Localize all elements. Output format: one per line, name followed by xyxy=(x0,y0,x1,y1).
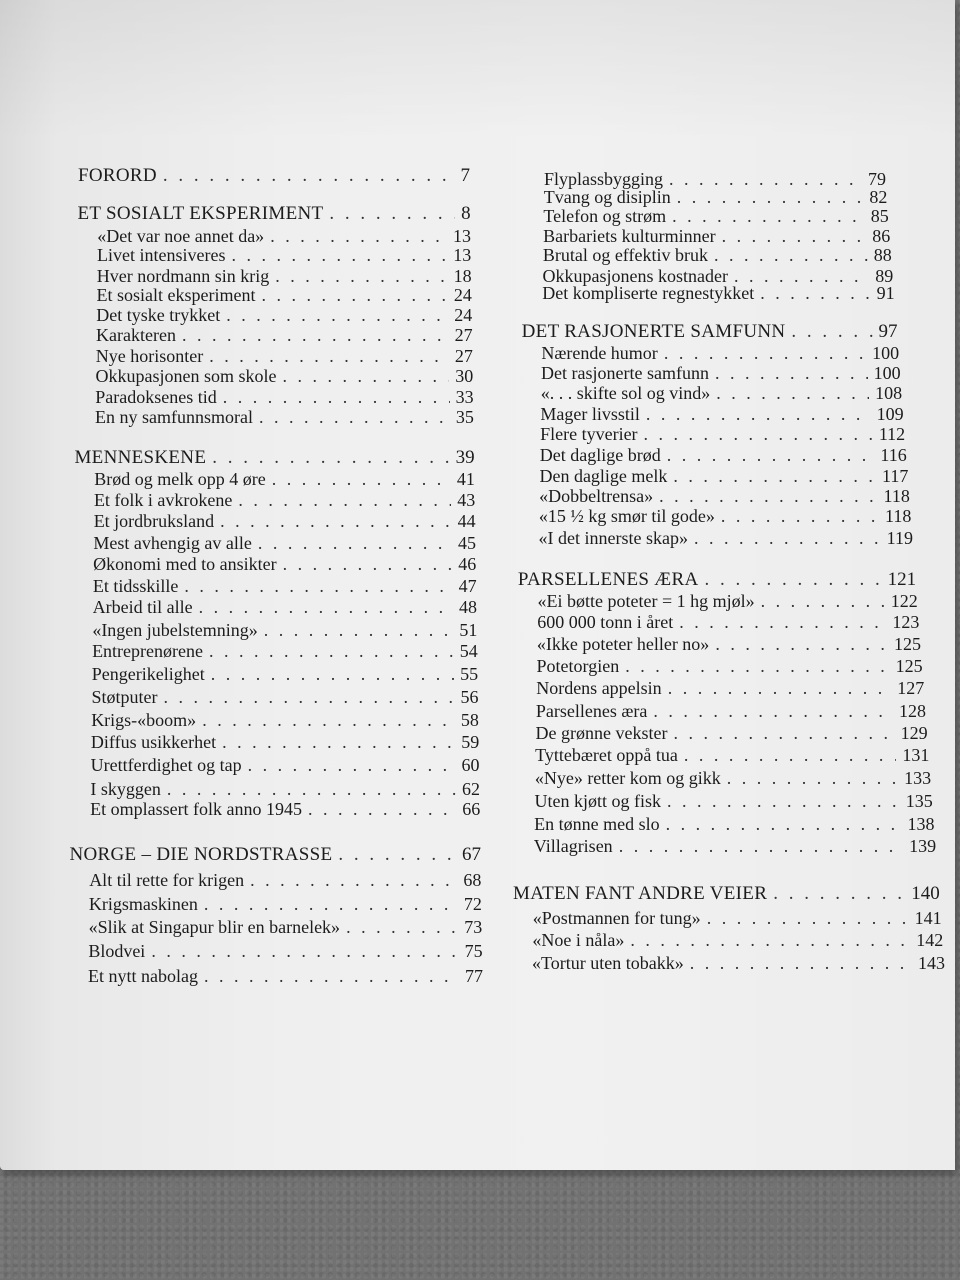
toc-entry-title: «Tortur uten tobakk» xyxy=(532,953,684,973)
toc-entry-page-number: 131 xyxy=(902,745,930,765)
dot-leader xyxy=(163,686,454,708)
toc-entry-title: En ny samfunnsmoral xyxy=(94,407,253,427)
dot-leader xyxy=(646,403,871,425)
toc-entry-title: Økonomi med to ansikter xyxy=(93,554,277,574)
toc-entry xyxy=(93,553,476,575)
dot-leader xyxy=(308,798,456,820)
dot-leader xyxy=(659,485,877,507)
toc-entry-page-number: 85 xyxy=(870,206,889,226)
toc-entry-title: FORORD xyxy=(78,165,157,186)
toc-entry xyxy=(539,485,910,507)
dot-leader xyxy=(283,553,453,575)
dot-leader xyxy=(727,767,898,789)
toc-section-entry xyxy=(78,202,471,225)
toc-entry-page-number: 33 xyxy=(455,387,474,407)
dot-leader xyxy=(673,465,876,487)
toc-entry-page-number: 91 xyxy=(876,283,895,303)
toc-entry-page-number: 54 xyxy=(459,641,478,661)
toc-entry-title: Hver nordmann sin krig xyxy=(96,266,270,286)
toc-entry xyxy=(93,532,476,554)
toc-entry-title: Et sosialt eksperiment xyxy=(96,285,256,305)
toc-entry-title: Arbeid til alle xyxy=(92,597,193,617)
toc-entry-page-number: 48 xyxy=(459,597,477,617)
toc-entry-title: Parsellenes æra xyxy=(535,701,648,721)
toc-entry-title: Villagrisen xyxy=(533,836,613,856)
dot-leader xyxy=(258,532,452,554)
dot-leader xyxy=(338,843,456,866)
toc-entry-title: ET SOSIALT EKSPERIMENT xyxy=(77,203,324,224)
toc-entry-title: Mest avhengig av alle xyxy=(93,533,252,553)
toc-entry-page-number: 139 xyxy=(909,836,937,856)
toc-entry xyxy=(91,731,479,753)
toc-entry-page-number: 59 xyxy=(461,732,480,752)
toc-section-entry xyxy=(522,320,898,343)
toc-entry-page-number: 122 xyxy=(890,591,918,611)
dot-leader xyxy=(705,568,882,591)
toc-entry-title: Et nytt nabolag xyxy=(88,966,198,986)
toc-entry-page-number: 133 xyxy=(904,768,932,788)
toc-entry-title: Livet intensiveres xyxy=(97,245,226,265)
toc-entry xyxy=(90,798,480,820)
toc-entry-page-number: 27 xyxy=(454,346,473,366)
toc-entry-title: «15 ½ kg smør til gode» xyxy=(538,506,715,526)
toc-entry-title: Krigsmaskinen xyxy=(88,894,198,914)
toc-entry-page-number: 66 xyxy=(462,799,481,819)
toc-entry xyxy=(92,619,477,641)
dot-leader xyxy=(238,489,451,511)
toc-entry xyxy=(97,284,472,306)
dot-leader xyxy=(151,940,458,962)
toc-entry-page-number: 43 xyxy=(457,490,476,510)
toc-entry-page-number: 51 xyxy=(459,620,478,640)
toc-entry-title: Et jordbruksland xyxy=(93,511,215,531)
toc-section-entry xyxy=(74,446,474,469)
dot-leader xyxy=(684,744,896,766)
toc-entry xyxy=(89,869,481,891)
toc-entry-title: «Dobbeltrensa» xyxy=(539,486,654,506)
toc-entry xyxy=(537,611,919,633)
toc-entry xyxy=(534,835,936,857)
toc-entry-page-number: 125 xyxy=(893,634,921,654)
toc-entry xyxy=(535,744,929,766)
toc-entry xyxy=(540,444,907,466)
toc-entry-page-number: 125 xyxy=(895,656,923,676)
dot-leader xyxy=(644,423,873,445)
toc-entry-title: «Postmannen for tung» xyxy=(532,908,701,928)
toc-entry-page-number: 100 xyxy=(872,343,900,363)
toc-entry-page-number: 68 xyxy=(463,870,482,890)
dot-leader xyxy=(272,468,451,490)
toc-entry xyxy=(96,365,474,387)
toc-entry xyxy=(94,489,475,511)
dot-leader xyxy=(163,164,455,187)
dot-leader xyxy=(329,202,455,225)
toc-entry-page-number: 55 xyxy=(460,664,479,684)
dot-leader xyxy=(202,709,455,731)
toc-entry-title: Et tidsskille xyxy=(92,576,179,596)
toc-entry xyxy=(94,510,476,532)
toc-entry-page-number: 108 xyxy=(875,383,903,403)
toc-entry-title: MENNESKENE xyxy=(74,447,207,468)
toc-entry-page-number: 116 xyxy=(880,445,907,465)
toc-entry-page-number: 30 xyxy=(455,366,474,386)
toc-entry-page-number: 143 xyxy=(918,953,945,973)
toc-entry-page-number: 79 xyxy=(868,169,886,189)
toc-entry-page-number: 72 xyxy=(463,894,482,914)
toc-entry xyxy=(539,465,908,487)
dot-leader xyxy=(211,663,454,685)
toc-entry xyxy=(97,244,471,266)
toc-entry-page-number: 135 xyxy=(905,791,933,811)
toc-entry-title: «Nye» retter kom og gikk xyxy=(534,768,721,788)
toc-entry xyxy=(91,754,480,776)
dot-leader xyxy=(248,754,456,776)
toc-entry-page-number: 89 xyxy=(875,266,894,286)
dot-leader xyxy=(261,284,447,306)
toc-entry-page-number: 140 xyxy=(911,883,940,904)
dot-leader xyxy=(264,619,454,641)
dot-leader xyxy=(664,342,866,364)
toc-entry-page-number: 109 xyxy=(876,404,904,424)
dot-leader xyxy=(282,365,449,387)
toc-entry xyxy=(534,813,934,835)
dot-leader xyxy=(666,813,902,835)
toc-entry xyxy=(542,282,894,304)
dot-leader xyxy=(715,362,868,384)
toc-entry-page-number: 56 xyxy=(460,687,479,707)
toc-entry-title: DET RASJONERTE SAMFUNN xyxy=(521,321,786,342)
dot-leader xyxy=(231,244,447,266)
dot-leader xyxy=(791,320,872,343)
toc-entry-page-number: 119 xyxy=(886,528,913,548)
toc-entry-title: Mager livsstil xyxy=(540,404,640,424)
dot-leader xyxy=(222,731,455,753)
toc-entry-page-number: 88 xyxy=(873,245,892,265)
toc-entry xyxy=(91,686,478,708)
dot-leader xyxy=(204,965,459,987)
toc-entry xyxy=(96,324,473,346)
toc-entry-title: 600 000 tonn i året xyxy=(537,612,674,632)
dot-leader xyxy=(209,345,449,367)
toc-entry-page-number: 138 xyxy=(907,814,935,834)
dot-leader xyxy=(721,505,879,527)
toc-entry-title: Støtputer xyxy=(91,687,158,707)
toc-entry xyxy=(96,304,472,326)
dot-leader xyxy=(204,893,458,915)
toc-entry-page-number: 60 xyxy=(461,755,480,775)
toc-entry-page-number: 77 xyxy=(465,966,483,986)
toc-entry xyxy=(541,342,899,364)
toc-entry xyxy=(536,700,926,722)
toc-entry-title: MATEN FANT ANDRE VEIER xyxy=(513,883,768,904)
toc-entry-page-number: 35 xyxy=(455,407,474,427)
dot-leader xyxy=(259,406,450,428)
toc-entry-title: De grønne vekster xyxy=(535,723,668,743)
toc-entry xyxy=(533,907,942,929)
toc-section-entry xyxy=(518,568,916,591)
toc-entry-title: Pengerikelighet xyxy=(91,664,205,684)
dot-leader xyxy=(184,575,452,597)
toc-entry-page-number: 24 xyxy=(454,305,473,325)
toc-entry-title: Karakteren xyxy=(96,325,176,345)
dot-leader xyxy=(667,790,900,812)
dot-leader xyxy=(167,778,456,800)
dot-leader xyxy=(716,382,869,404)
toc-entry xyxy=(532,929,943,951)
toc-entry-page-number: 129 xyxy=(900,723,928,743)
toc-entry-title: En tønne med slo xyxy=(534,814,660,834)
dot-leader xyxy=(212,446,449,469)
toc-entry xyxy=(537,655,923,677)
toc-entry xyxy=(535,767,931,789)
dot-leader xyxy=(346,916,458,938)
toc-entry-page-number: 100 xyxy=(873,363,901,383)
page-top-shadow xyxy=(0,0,955,140)
toc-entry-page-number: 75 xyxy=(464,941,483,961)
dot-leader xyxy=(653,700,893,722)
toc-entry-title: Tvang og disiplin xyxy=(543,187,671,207)
toc-section-entry xyxy=(513,882,940,905)
toc-entry xyxy=(89,916,483,938)
toc-entry-title: Et folk i avkrokene xyxy=(93,490,233,510)
dot-leader xyxy=(672,205,865,227)
toc-entry-title: PARSELLENES ÆRA xyxy=(517,569,699,590)
toc-entry-page-number: 123 xyxy=(892,612,920,632)
toc-entry-page-number: 13 xyxy=(453,245,472,265)
toc-entry-page-number: 27 xyxy=(454,325,473,345)
toc-entry xyxy=(540,423,905,445)
dot-leader xyxy=(226,304,448,326)
dot-leader xyxy=(182,324,449,346)
dot-leader xyxy=(673,722,894,744)
toc-entry xyxy=(88,965,483,987)
dot-leader xyxy=(707,907,909,929)
toc-entry-title: Telefon og strøm xyxy=(543,206,667,226)
dot-leader xyxy=(773,882,905,905)
toc-entry-title: Barbariets kulturminner xyxy=(543,226,716,246)
toc-entry-title: Tyttebæret oppå tua xyxy=(535,745,678,765)
toc-entry-title: Paradoksenes tid xyxy=(95,387,217,407)
toc-entry-title: Diffus usikkerhet xyxy=(90,732,217,752)
toc-entry-title: I skyggen xyxy=(90,779,161,799)
toc-entry-title: Det kompliserte regnestykket xyxy=(542,283,755,303)
toc-entry xyxy=(95,406,474,428)
toc-entry-page-number: 82 xyxy=(869,187,888,207)
toc-entry xyxy=(538,590,918,612)
toc-entry-title: Entreprenørene xyxy=(92,641,203,661)
toc-entry-title: Det rasjonerte samfunn xyxy=(541,363,709,383)
toc-entry-title: «. . . skifte sol og vind» xyxy=(540,383,711,403)
toc-entry-page-number: 117 xyxy=(882,466,909,486)
toc-entry-page-number: 142 xyxy=(916,930,944,950)
toc-entry-title: Okkupasjonen som skole xyxy=(95,366,277,386)
toc-entry-title: Flere tyverier xyxy=(540,424,638,444)
dot-leader xyxy=(625,655,889,677)
toc-entry-title: «Noe i nåla» xyxy=(532,930,625,950)
toc-entry-page-number: 24 xyxy=(453,285,472,305)
dot-leader xyxy=(209,640,454,662)
toc-entry-title: «Ingen jubelstemning» xyxy=(92,620,258,640)
toc-entry-title: «Det var noe annet da» xyxy=(97,226,265,246)
toc-entry-page-number: 46 xyxy=(458,554,477,574)
toc-entry-page-number: 97 xyxy=(878,321,898,342)
toc-entry-title: Krigs-«boom» xyxy=(91,710,197,730)
dot-leader xyxy=(250,869,457,891)
toc-entry-title: Den daglige melk xyxy=(539,466,668,486)
toc-entry xyxy=(541,382,902,404)
toc-entry xyxy=(543,244,892,266)
dot-leader xyxy=(694,527,881,549)
toc-entry xyxy=(534,790,932,812)
dot-leader xyxy=(760,282,870,304)
toc-entry-page-number: 58 xyxy=(460,710,479,730)
toc-entry-page-number: 112 xyxy=(878,424,906,444)
toc-entry xyxy=(88,940,482,962)
toc-section-entry xyxy=(70,843,482,866)
toc-entry-page-number: 18 xyxy=(453,266,472,286)
toc-entry-title: Blodvei xyxy=(88,941,146,961)
toc-entry-title: Okkupasjonens kostnader xyxy=(542,266,728,286)
toc-entry-page-number: 86 xyxy=(872,226,891,246)
toc-entry-title: «Ikke poteter heller no» xyxy=(536,634,710,654)
toc-entry xyxy=(539,527,914,549)
toc-entry-title: Et omplassert folk anno 1945 xyxy=(90,799,303,819)
toc-entry-page-number: 39 xyxy=(455,447,475,468)
toc-entry-title: Flyplassbygging xyxy=(544,169,664,189)
toc-entry xyxy=(539,505,912,527)
toc-entry xyxy=(96,345,473,367)
dot-leader xyxy=(668,677,892,699)
toc-entry-page-number: 8 xyxy=(461,203,471,224)
toc-entry xyxy=(541,362,901,384)
toc-entry-title: Potetorgien xyxy=(536,656,620,676)
toc-entry-title: Alt til rette for krigen xyxy=(89,870,245,890)
toc-entry-title: Nærende humor xyxy=(541,343,658,363)
toc-entry-title: Nordens appelsin xyxy=(536,678,662,698)
toc-entry-title: Det tyske trykket xyxy=(96,305,221,325)
toc-entry-title: Det daglige brød xyxy=(539,445,661,465)
dot-leader xyxy=(199,596,453,618)
toc-entry-page-number: 118 xyxy=(883,486,910,506)
toc-entry xyxy=(92,640,478,662)
dot-leader xyxy=(761,590,885,612)
dot-leader xyxy=(220,510,451,532)
toc-entry-page-number: 67 xyxy=(462,844,482,865)
toc-entry xyxy=(543,205,888,227)
toc-entry-title: Nye horisonter xyxy=(95,346,204,366)
toc-entry xyxy=(532,952,945,974)
dot-leader xyxy=(679,611,886,633)
dot-leader xyxy=(714,244,868,266)
toc-entry-title: Brød og melk opp 4 øre xyxy=(94,469,266,489)
toc-entry xyxy=(537,633,921,655)
toc-entry xyxy=(90,778,480,800)
toc-entry-page-number: 7 xyxy=(460,165,470,186)
toc-entry xyxy=(95,386,473,408)
toc-entry-title: «I det innerste skap» xyxy=(538,528,688,548)
toc-entry xyxy=(91,709,479,731)
toc-entry xyxy=(540,403,903,425)
toc-entry-page-number: 127 xyxy=(897,678,925,698)
toc-entry-page-number: 45 xyxy=(457,533,476,553)
dot-leader xyxy=(223,386,450,408)
toc-entry-title: «Ei bøtte poteter = 1 hg mjøl» xyxy=(537,591,755,611)
toc-entry xyxy=(92,663,478,685)
toc-entry-page-number: 73 xyxy=(464,917,483,937)
toc-entry-page-number: 128 xyxy=(899,701,927,721)
toc-section-entry xyxy=(78,164,470,187)
dot-leader xyxy=(667,444,875,466)
toc-entry-page-number: 118 xyxy=(885,506,912,526)
toc-entry-title: Uten kjøtt og fisk xyxy=(534,791,661,811)
toc-entry-title: «Slik at Singapur blir en barnelek» xyxy=(88,917,341,937)
dot-leader xyxy=(619,835,903,857)
toc-entry-page-number: 141 xyxy=(914,908,942,928)
toc-entry xyxy=(536,722,928,744)
toc-entry-title: NORGE – DIE NORDSTRASSE xyxy=(69,844,333,865)
toc-entry xyxy=(93,596,477,618)
dot-leader xyxy=(690,952,912,974)
toc-entry-page-number: 13 xyxy=(452,226,471,246)
toc-entry-page-number: 44 xyxy=(457,511,476,531)
toc-entry xyxy=(94,468,475,490)
toc-entry-title: Brutal og effektiv bruk xyxy=(542,245,708,265)
toc-entry-title: Urettferdighet og tap xyxy=(90,755,242,775)
dot-leader xyxy=(715,633,888,655)
toc-entry-page-number: 41 xyxy=(456,469,475,489)
toc-entry xyxy=(93,575,477,597)
toc-entry-page-number: 121 xyxy=(887,569,917,590)
toc-entry-page-number: 47 xyxy=(458,576,477,596)
toc-entry-page-number: 62 xyxy=(461,779,480,799)
dot-leader xyxy=(630,929,910,951)
toc-entry xyxy=(89,893,482,915)
toc-entry xyxy=(536,677,924,699)
